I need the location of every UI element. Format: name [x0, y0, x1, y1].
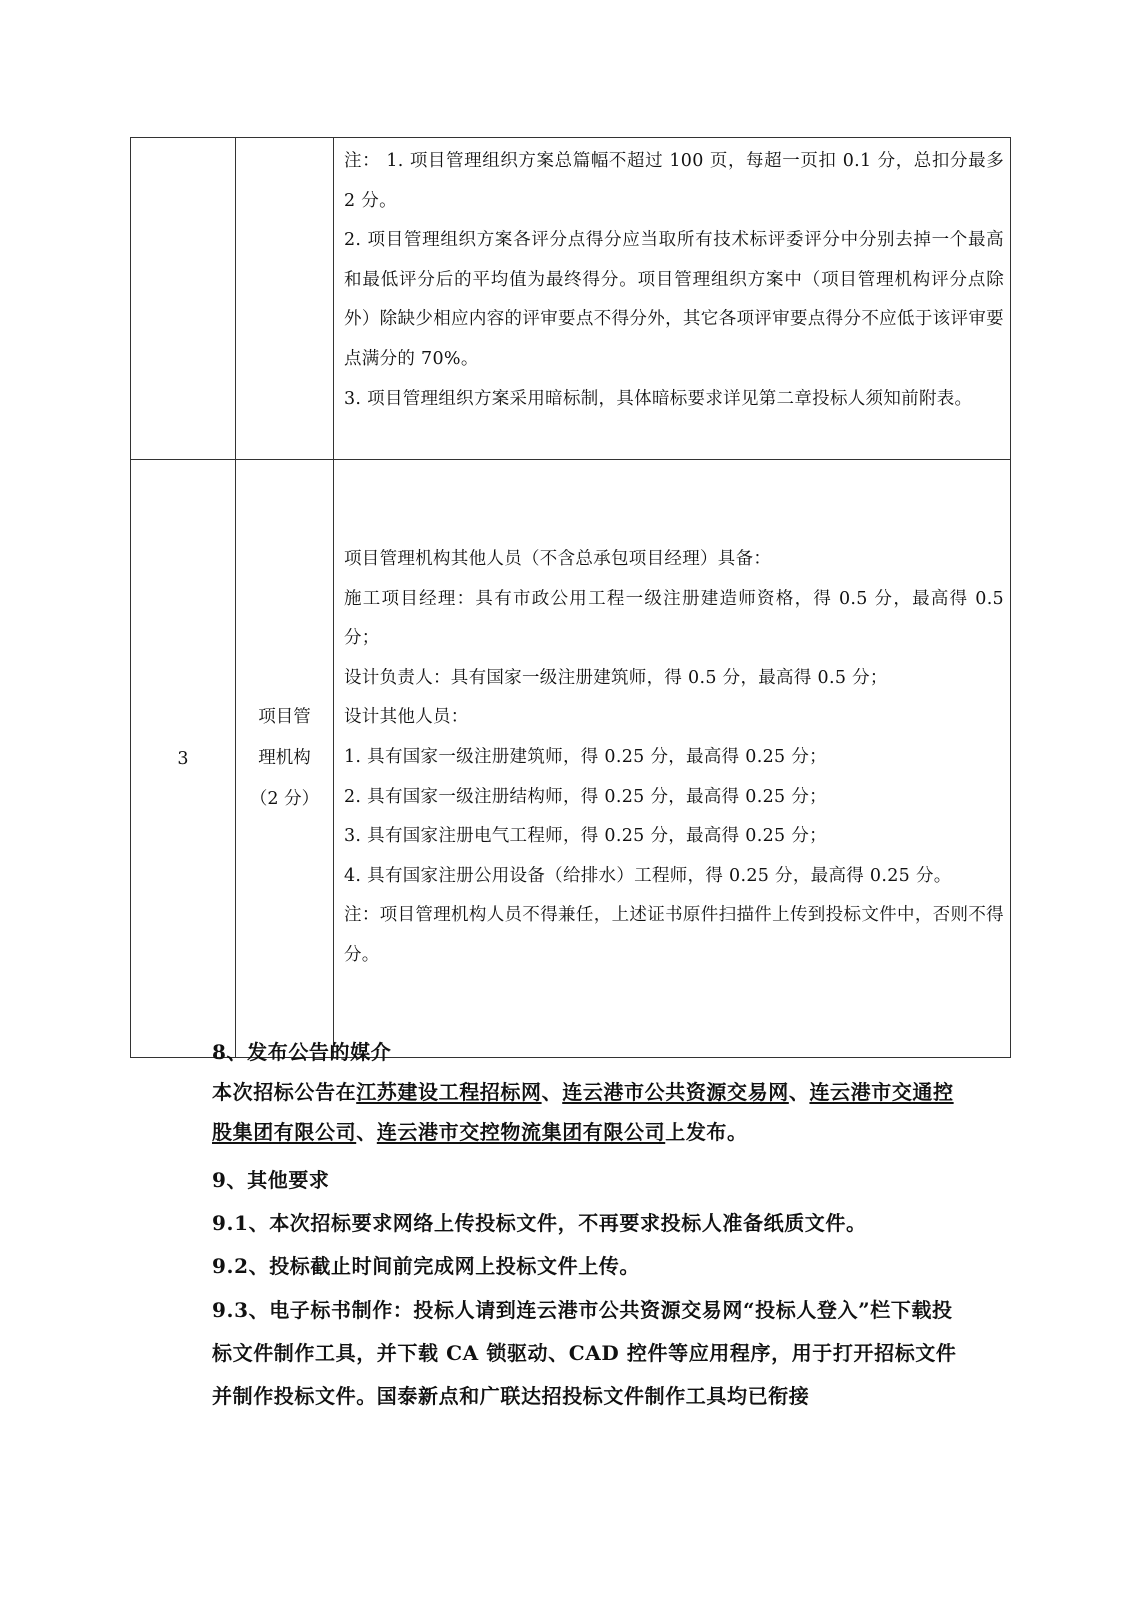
criteria-line: 设计负责人：具有国家一级注册建筑师，得 0.5 分，最高得 0.5 分；: [344, 667, 888, 688]
criteria-line: 2. 项目管理组织方案各评分点得分应当取所有技术标评委评分中分别去掉一个最高和最低评分后的平均值为最终得分。项目管理组织方案中（项目管理机构评分点除外）除缺少相应内容的评审要点不得分外，其它各项评审要点得分不应低于该评审要点满分的 70%。: [344, 230, 1004, 369]
criteria-line: 3. 具有国家注册电气工程师，得 0.25 分，最高得 0.25 分；: [344, 826, 827, 847]
criteria-line: 施工项目经理：具有市政公用工程一级注册建造师资格，得 0.5 分，最高得 0.5 分；: [344, 588, 1004, 649]
row-criteria-cell: [334, 460, 1011, 1058]
item-score-line: （2 分）: [249, 789, 320, 809]
criteria-line: 2. 具有国家一级注册结构师，得 0.25 分，最高得 0.25 分；: [344, 786, 827, 807]
item-name-line: 项目管: [258, 707, 311, 727]
link-lianyungang-public-resource-net[interactable]: 连云港市公共资源交易网: [562, 1080, 789, 1104]
criteria-line: 注： 1. 项目管理组织方案总篇幅不超过 100 页，每超一页扣 0.1 分，总扣分最多 2 分。: [344, 151, 1004, 211]
scoring-table: [130, 137, 1011, 1058]
row-number-cell: [131, 138, 236, 460]
table-row: [131, 138, 1011, 460]
row-number-cell: 3: [131, 460, 236, 1058]
criteria-line: 注：项目管理机构人员不得兼任，上述证书原件扫描件上传到投标文件中，否则不得分。: [344, 905, 1004, 965]
criteria-line: 1. 具有国家一级注册建筑师，得 0.25 分，最高得 0.25 分；: [344, 746, 827, 767]
paragraph: 本次招标公告在江苏建设工程招标网、连云港市公共资源交易网、连云港市交通控股集团有限公司、连云港市交控物流集团有限公司上发布。: [212, 1080, 954, 1144]
row-item-cell: [236, 138, 334, 460]
section-heading: 8、发布公告的媒介: [212, 1040, 392, 1064]
item-name-line: 理机构: [258, 748, 311, 768]
criteria-line: 3. 项目管理组织方案采用暗标制，具体暗标要求详见第二章投标人须知前附表。: [344, 388, 973, 409]
criteria-line: 4. 具有国家注册公用设备（给排水）工程师，得 0.25 分，最高得 0.25 分。: [344, 865, 952, 886]
paragraph: 9.1、本次招标要求网络上传投标文件，不再要求投标人准备纸质文件。: [212, 1211, 867, 1235]
section-9: [170, 1160, 970, 1418]
link-lianyungang-transport-holding[interactable]: 连云港市交通控股集团有限公司: [212, 1080, 954, 1144]
section-8: [170, 1032, 970, 1152]
link-jiangsu-bidding-net[interactable]: 江苏建设工程招标网: [356, 1080, 542, 1104]
row-item-cell: [236, 460, 334, 1058]
paragraph: 9.3、电子标书制作：投标人请到连云港市公共资源交易网“投标人登入”栏下载投标文件制作工具，并下载 CA 锁驱动、CAD 控件等应用程序，用于打开招标文件并制作投标文件。国泰新点和广联达招投标文件制作工具均已衔接: [212, 1298, 957, 1408]
link-lianyungang-logistics-group[interactable]: 连云港市交控物流集团有限公司: [376, 1120, 666, 1144]
row-criteria-cell: [334, 138, 1011, 460]
paragraph: 9.2、投标截止时间前完成网上投标文件上传。: [212, 1254, 640, 1278]
criteria-line: 项目管理机构其他人员（不含总承包项目经理）具备：: [344, 549, 772, 569]
section-heading: 9、其他要求: [212, 1168, 330, 1192]
table-row: [131, 460, 1011, 1058]
criteria-line: 设计其他人员：: [344, 707, 469, 728]
